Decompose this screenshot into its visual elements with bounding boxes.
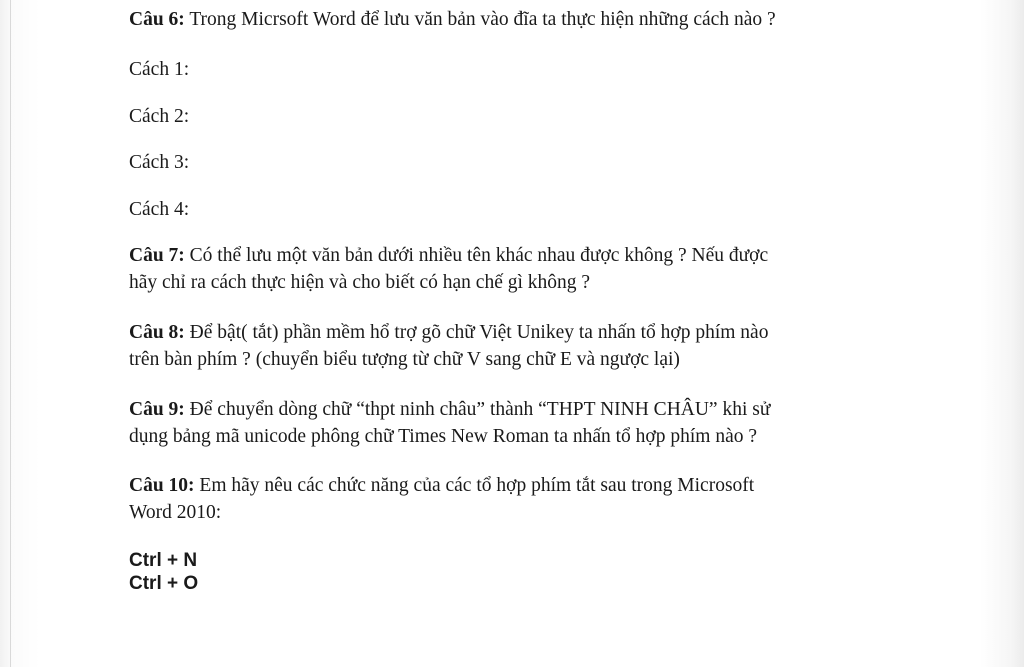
way-3: Cách 3: — [129, 152, 190, 173]
question-10-label: Câu 10: — [129, 475, 195, 496]
shortcut-ctrl-o: Ctrl + O — [129, 573, 199, 594]
question-9-line-2: dụng bảng mã unicode phông chữ Times New Roman ta nhấn tổ hợp phím nào ? — [129, 426, 758, 447]
shortcut-ctrl-n: Ctrl + N — [129, 550, 198, 571]
question-8-text-1: Để bật( tắt) phần mềm hổ trợ gõ chữ Việt Unikey ta nhấn tổ hợp phím nào — [189, 322, 769, 343]
question-8-label: Câu 8: — [129, 322, 185, 343]
way-1: Cách 1: — [129, 59, 190, 80]
question-7-label: Câu 7: — [129, 245, 185, 266]
question-9 — [129, 396, 929, 450]
question-9-line-1 — [129, 396, 929, 423]
question-9-text-1: Để chuyển dòng chữ “thpt ninh châu” thành “THPT NINH CHÂU” khi sử — [189, 399, 771, 420]
question-8-line-1 — [129, 319, 929, 346]
question-10-line-1 — [129, 472, 929, 499]
question-7 — [129, 242, 929, 296]
question-7-line-2: hãy chỉ ra cách thực hiện và cho biết có hạn chế gì không ? — [129, 272, 591, 293]
way-2: Cách 2: — [129, 106, 190, 127]
question-10-text-1: Em hãy nêu các chức năng của các tổ hợp phím tắt sau trong Microsoft — [199, 475, 755, 496]
question-8-line-2: trên bàn phím ? (chuyển biểu tượng từ chữ V sang chữ E và ngược lại) — [129, 349, 680, 370]
shortcut-list — [129, 549, 198, 595]
question-9-label: Câu 9: — [129, 399, 185, 420]
question-7-line-1 — [129, 242, 929, 269]
question-6-label: Câu 6: — [129, 9, 185, 30]
question-6 — [129, 6, 776, 33]
page-edge — [10, 0, 11, 667]
way-4: Cách 4: — [129, 199, 190, 220]
question-10 — [129, 472, 929, 526]
question-6-text: Trong Micrsoft Word để lưu văn bản vào đĩa ta thực hiện những cách nào ? — [189, 9, 776, 30]
question-8 — [129, 319, 929, 373]
question-7-text-1: Có thể lưu một văn bản dưới nhiều tên khác nhau được không ? Nếu được — [189, 245, 769, 266]
question-10-line-2: Word 2010: — [129, 502, 222, 523]
